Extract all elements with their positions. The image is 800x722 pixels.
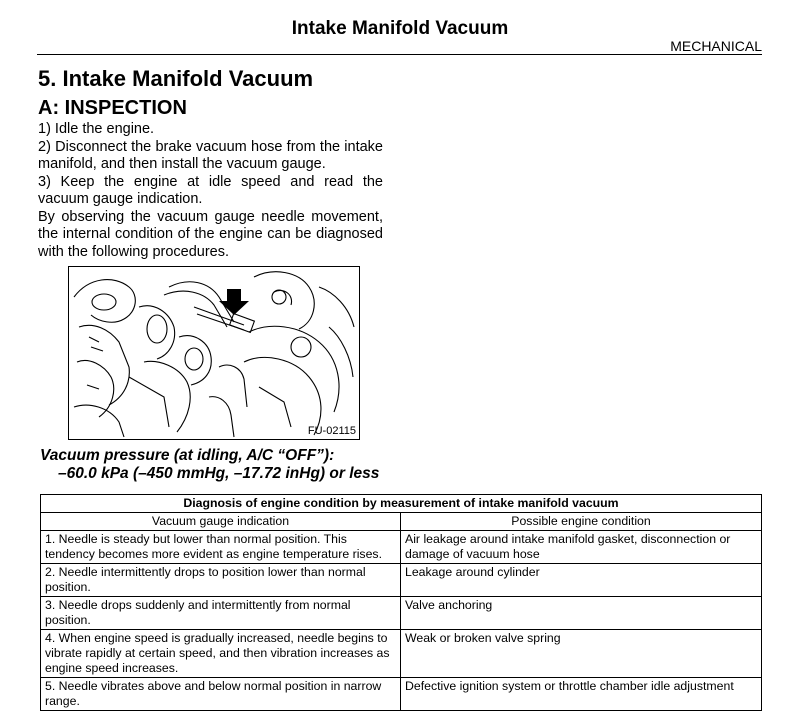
column-header-indication: Vacuum gauge indication <box>41 513 401 531</box>
indication-cell: 2. Needle intermittently drops to position lower than normal position. <box>41 564 401 597</box>
diagnosis-note: By observing the vacuum gauge needle movement, the internal condition of the engine can be diagnosed with the following procedures. <box>38 208 383 260</box>
sub-title: A: INSPECTION <box>38 97 187 119</box>
column-header-condition: Possible engine condition <box>401 513 762 531</box>
table-row <box>41 531 762 564</box>
diagnosis-table <box>40 494 762 711</box>
page-header-title: Intake Manifold Vacuum <box>291 18 509 39</box>
table-row <box>41 597 762 630</box>
engine-illustration <box>68 266 360 440</box>
step-3: 3) Keep the engine at idle speed and read the vacuum gauge indication. <box>38 173 383 207</box>
table-row <box>41 630 762 678</box>
step-1: 1) Idle the engine. <box>38 121 155 137</box>
condition-cell: Leakage around cylinder <box>401 564 762 597</box>
section-title: 5. Intake Manifold Vacuum <box>38 66 314 91</box>
condition-cell: Defective ignition system or throttle chamber idle adjustment <box>401 678 762 711</box>
indication-cell: 5. Needle vibrates above and below normal position in narrow range. <box>41 678 401 711</box>
figure-id: FU-02115 <box>307 425 356 437</box>
table-row <box>41 678 762 711</box>
arrow-down-icon <box>219 289 249 315</box>
spec-label: Vacuum pressure (at idling, A/C “OFF”): <box>40 447 335 464</box>
header-divider <box>37 54 762 55</box>
vacuum-spec <box>40 447 379 483</box>
table-row <box>41 564 762 597</box>
indication-cell: 4. When engine speed is gradually increased, needle begins to vibrate rapidly at certain speed, and then vibration increases as engine speed increases. <box>41 630 401 678</box>
condition-cell: Air leakage around intake manifold gasket, disconnection or damage of vacuum hose <box>401 531 762 564</box>
procedure-text <box>38 121 383 261</box>
engine-drawing <box>69 267 359 439</box>
spec-value: –60.0 kPa (–450 mmHg, –17.72 inHg) or less <box>58 465 380 482</box>
table-caption: Diagnosis of engine condition by measurement of intake manifold vacuum <box>41 495 762 513</box>
condition-cell: Valve anchoring <box>401 597 762 630</box>
condition-cell: Weak or broken valve spring <box>401 630 762 678</box>
step-2: 2) Disconnect the brake vacuum hose from the intake manifold, and then install the vacuum gauge. <box>38 138 383 172</box>
section-label: MECHANICAL <box>670 38 762 54</box>
indication-cell: 3. Needle drops suddenly and intermittently from normal position. <box>41 597 401 630</box>
indication-cell: 1. Needle is steady but lower than normal position. This tendency becomes more evident as engine temperature rises. <box>41 531 401 564</box>
